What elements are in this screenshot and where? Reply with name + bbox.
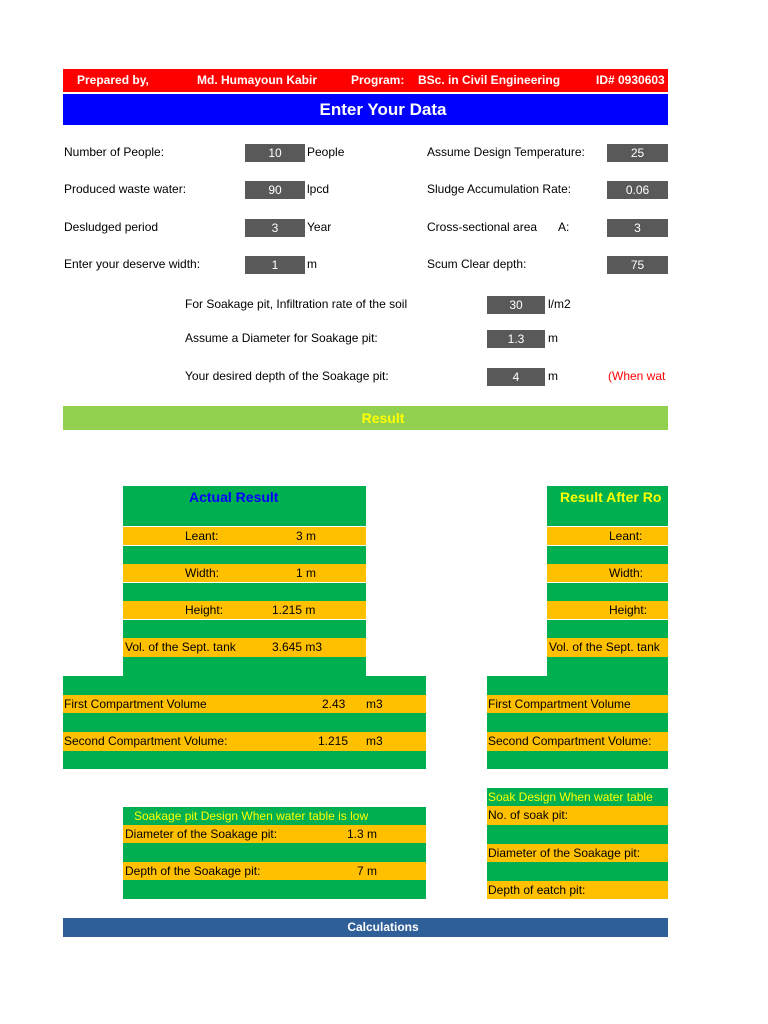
waste-input[interactable]: 90 [245, 181, 305, 199]
soak-depth-unit: m [548, 369, 558, 383]
rounded-height-label: Height: [609, 603, 648, 617]
soak-depth-label: Your desired depth of the Soakage pit: [185, 369, 389, 383]
spacer-row [123, 546, 366, 564]
rounded-leant-row [547, 527, 668, 545]
width-input[interactable]: 1 [245, 256, 305, 274]
soak-diam-unit: m [548, 331, 558, 345]
rounded-width-row [547, 564, 668, 582]
temp-label: Assume Design Temperature: [427, 145, 585, 159]
actual-first-unit: m3 [366, 697, 383, 711]
rounded-first-row [487, 695, 668, 713]
people-unit: People [307, 145, 345, 159]
actual-leant-label: Leant: [185, 529, 219, 543]
depth-note: (When wat [608, 369, 666, 383]
spacer-row [63, 676, 426, 695]
actual-title: Actual Result [189, 489, 279, 505]
rounded-title-cell [547, 486, 668, 526]
calculations-banner: Calculations [63, 918, 668, 937]
soak-low-depth-value: 7 m [357, 864, 378, 878]
spacer-row [123, 620, 366, 638]
actual-height-label: Height: [185, 603, 224, 617]
actual-vol-value: 3.645 m3 [272, 640, 323, 654]
student-id: ID# 0930603 [596, 73, 665, 87]
program-label: Program: [351, 73, 405, 87]
prepared-by-label: Prepared by, [77, 73, 149, 87]
sludge-label: Sludge Accumulation Rate: [427, 182, 572, 196]
soak-low-diam-label: Diameter of the Soakage pit: [125, 827, 278, 841]
rounded-width-label: Width: [609, 566, 644, 580]
header-bar [63, 69, 668, 92]
program-name: BSc. in Civil Engineering [418, 73, 561, 87]
actual-width-value: 1 m [296, 566, 317, 580]
width-unit: m [307, 257, 317, 271]
spacer-row [547, 657, 668, 676]
soak-diam-input[interactable]: 1.3 [487, 330, 545, 348]
soak-low-title-row [123, 807, 426, 825]
scum-input[interactable]: 75 [607, 256, 668, 274]
actual-height-row [123, 601, 366, 619]
soak-high-title-row [487, 788, 668, 806]
actual-height-value: 1.215 m [272, 603, 316, 617]
temp-input[interactable]: 25 [607, 144, 668, 162]
spacer-row [547, 620, 668, 638]
soak-low-diam-value: 1.3 m [347, 827, 378, 841]
actual-leant-row [123, 527, 366, 545]
spacer-row [123, 843, 426, 862]
waste-unit: lpcd [307, 182, 330, 196]
scum-label: Scum Clear depth: [427, 257, 527, 271]
area-label: Cross-sectional area [427, 220, 538, 234]
spacer-row [63, 751, 426, 769]
waste-label: Produced waste water: [64, 182, 187, 196]
rounded-leant-label: Leant: [609, 529, 643, 543]
actual-width-row [123, 564, 366, 582]
people-label: Number of People: [64, 145, 165, 159]
soak-low-diam-row [123, 825, 426, 843]
spacer-row [487, 676, 668, 695]
actual-title-cell [123, 486, 366, 526]
spacer-row [547, 583, 668, 601]
page-title: Enter Your Data [63, 94, 668, 125]
soak-low-depth-row [123, 862, 426, 880]
actual-first-value: 2.43 [322, 697, 346, 711]
soak-high-count-label: No. of soak pit: [488, 808, 569, 822]
sludge-input[interactable]: 0.06 [607, 181, 668, 199]
actual-second-value: 1.215 [318, 734, 349, 748]
spacer-row [123, 583, 366, 601]
actual-leant-value: 3 m [296, 529, 317, 543]
rounded-height-row [547, 601, 668, 619]
spacer-row [487, 713, 668, 732]
rounded-first-label: First Compartment Volume [488, 697, 631, 711]
area-input[interactable]: 3 [607, 219, 668, 237]
desludge-input[interactable]: 3 [245, 219, 305, 237]
author-name: Md. Humayoun Kabir [197, 73, 318, 87]
actual-vol-label: Vol. of the Sept. tank [125, 640, 236, 654]
actual-second-row [63, 732, 426, 751]
infil-unit: l/m2 [548, 297, 571, 311]
spacer-row [547, 546, 668, 564]
rounded-title: Result After Ro [560, 489, 662, 505]
spacer-row [487, 751, 668, 769]
soak-depth-input[interactable]: 4 [487, 368, 545, 386]
spacer-row [487, 825, 668, 844]
result-banner: Result [63, 406, 668, 430]
soak-diam-label: Assume a Diameter for Soakage pit: [185, 331, 378, 345]
soak-high-count-row [487, 806, 668, 825]
rounded-vol-label: Vol. of the Sept. tank [549, 640, 660, 654]
people-input[interactable]: 10 [245, 144, 305, 162]
soak-high-depth-row [487, 881, 668, 899]
spacer-row [63, 713, 426, 732]
rounded-second-row [487, 732, 668, 751]
spacer-row [487, 862, 668, 881]
desludge-label: Desludged period [64, 220, 159, 234]
actual-second-label: Second Compartment Volume: [64, 734, 228, 748]
actual-second-unit: m3 [366, 734, 383, 748]
soak-high-title: Soak Design When water table [488, 790, 653, 804]
infil-input[interactable]: 30 [487, 296, 545, 314]
soak-low-title: Soakage pit Design When water table is low [134, 809, 369, 823]
actual-vol-row [123, 638, 366, 657]
width-label: Enter your deserve width: [64, 257, 201, 271]
soak-high-diam-label: Diameter of the Soakage pit: [488, 846, 641, 860]
rounded-vol-row [547, 638, 668, 657]
spacer-row [123, 657, 366, 676]
actual-width-label: Width: [185, 566, 220, 580]
area-sub-label: A: [558, 220, 570, 234]
spacer-row [123, 880, 426, 899]
actual-first-row [63, 695, 426, 713]
actual-first-label: First Compartment Volume [64, 697, 207, 711]
soak-high-depth-label: Depth of eatch pit: [488, 883, 586, 897]
rounded-second-label: Second Compartment Volume: [488, 734, 652, 748]
soak-high-diam-row [487, 844, 668, 862]
desludge-unit: Year [307, 220, 332, 234]
infil-label: For Soakage pit, Infiltration rate of the soil [185, 297, 408, 311]
soak-low-depth-label: Depth of the Soakage pit: [125, 864, 261, 878]
